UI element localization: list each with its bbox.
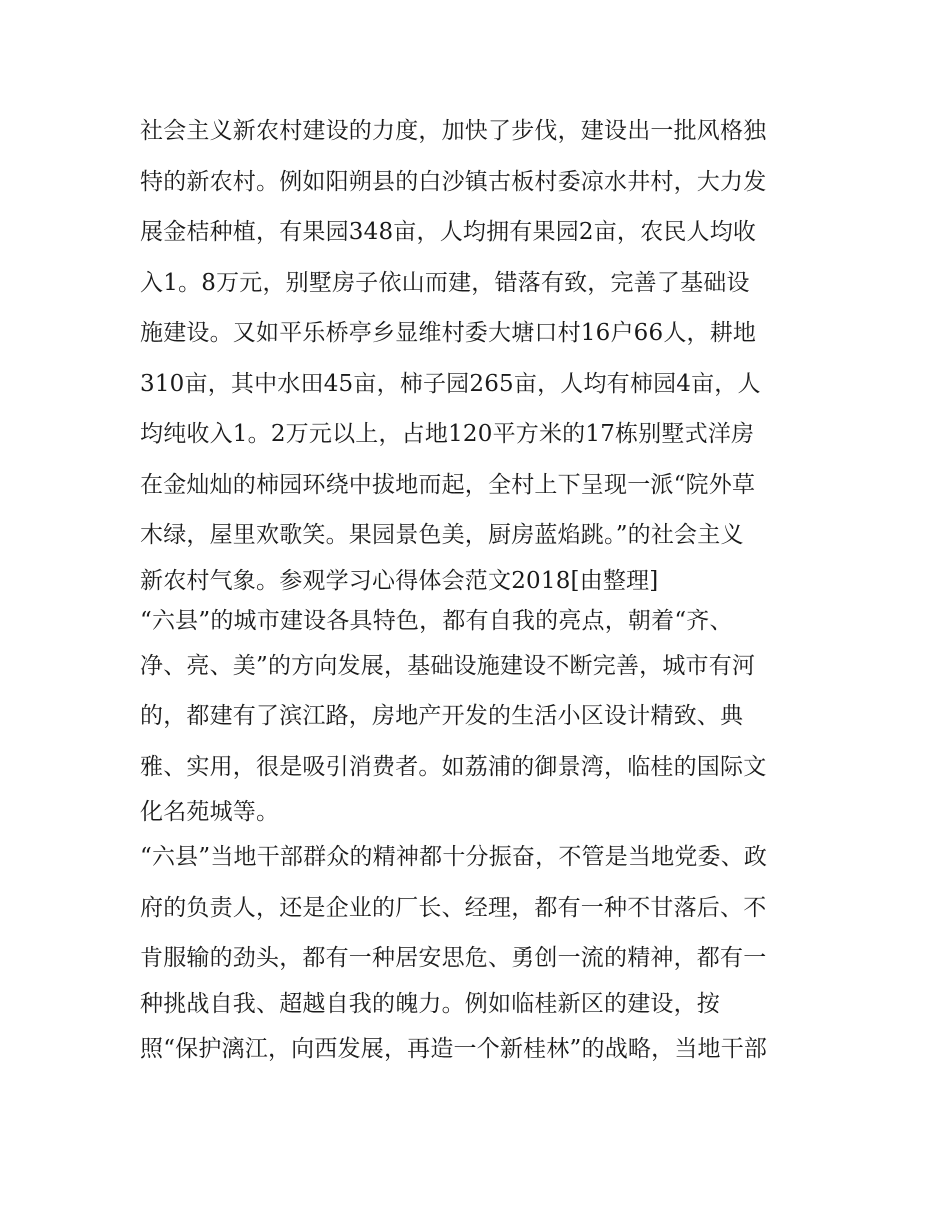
body-text bbox=[140, 106, 820, 1074]
text-line: 社会主义新农村建设的力度，加快了步伐，建设出一批风格独 bbox=[140, 118, 767, 144]
text-line: 府的负责人，还是企业的厂长、经理，都有一种不甘落后、不 bbox=[140, 894, 767, 921]
text-line: 入1。8万元，别墅房子依山而建，错落有致，完善了基础设 bbox=[140, 269, 750, 296]
text-line: “六县”的城市建设各具特色，都有自我的亮点，朝着“齐、 bbox=[140, 607, 733, 634]
text-line: 的，都建有了滨江路，房地产开发的生活小区设计精致、典 bbox=[140, 703, 744, 729]
text-line: 310亩，其中水田45亩，柿子园265亩，人均有柿园4亩，人 bbox=[140, 370, 761, 397]
text-line: 化名苑城等。 bbox=[140, 799, 280, 825]
text-line: 均纯收入1。2万元以上，占地120平方米的17栋别墅式洋房 bbox=[140, 421, 755, 447]
text-line: 施建设。又如平乐桥亭乡显维村委大塘口村16户66人，耕地 bbox=[140, 320, 757, 346]
text-line: 展金桔种植，有果园348亩，人均拥有果园2亩，农民人均收 bbox=[140, 219, 757, 245]
text-line: 种挑战自我、超越自我的魄力。例如临桂新区的建设，按 bbox=[140, 990, 720, 1017]
text-line: 净、亮、美”的方向发展，基础设施建设不断完善，城市有河 bbox=[140, 652, 756, 679]
text-line: 木绿，屋里欢歌笑。果园景色美，厨房蓝焰跳。”的社会主义 bbox=[140, 522, 744, 548]
text-line: 雅、实用，很是吸引消费者。如荔浦的御景湾，临桂的国际文 bbox=[140, 753, 767, 780]
text-line: 肯服输的劲头，都有一种居安思危、勇创一流的精神，都有一 bbox=[140, 945, 767, 971]
text-line: 在金灿灿的柿园环绕中拔地而起，全村上下呈现一派“院外草 bbox=[140, 471, 756, 498]
text-line: 新农村气象。参观学习心得体会范文2018[由整理] bbox=[140, 567, 659, 594]
text-line: 特的新农村。例如阳朔县的白沙镇古板村委凉水井村，大力发 bbox=[140, 168, 767, 195]
text-line: 照“保护漓江，向西发展，再造一个新桂林”的战略，当地干部 bbox=[140, 1035, 768, 1062]
text-line: “六县”当地干部群众的精神都十分振奋，不管是当地党委、政 bbox=[140, 844, 768, 870]
